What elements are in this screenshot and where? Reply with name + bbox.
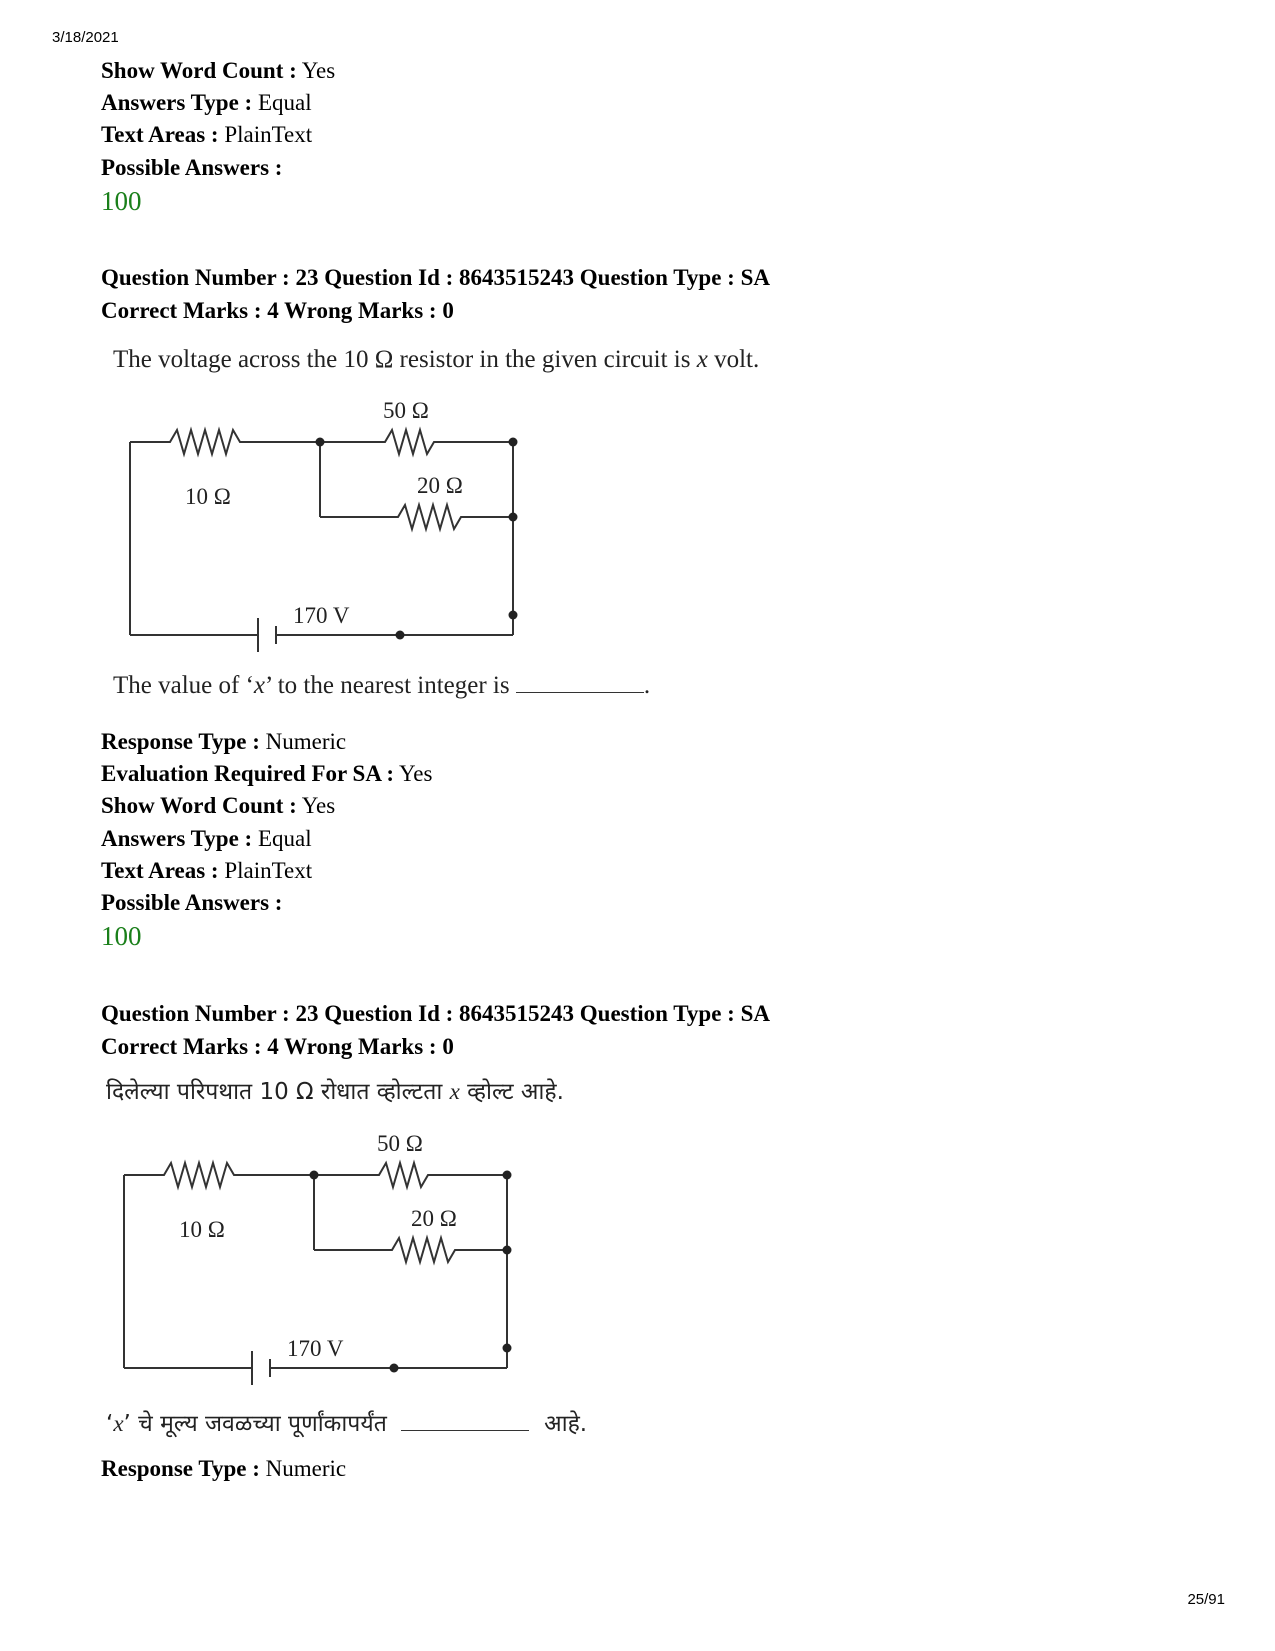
field-value: Yes <box>399 761 433 786</box>
field-label: Show Word Count : <box>101 58 297 83</box>
page-number: 25/91 <box>1187 1591 1225 1608</box>
field-value: PlainText <box>224 858 313 883</box>
field-label: Show Word Count : <box>101 793 297 818</box>
field-label: Text Areas : <box>101 858 219 883</box>
circuit-diagram <box>120 398 540 678</box>
label-battery: 170 V <box>293 603 350 628</box>
circuit-diagram <box>114 1131 534 1411</box>
question-meta-line2: Correct Marks : 4 Wrong Marks : 0 <box>101 298 454 323</box>
question-meta-line1: Question Number : 23 Question Id : 8643515243 Question Type : SA <box>101 1001 770 1026</box>
resistor-10-ohm <box>130 430 320 454</box>
field-value: Equal <box>257 90 312 115</box>
field-value: Yes <box>301 793 336 818</box>
answers-type-line <box>101 825 312 853</box>
field-value: Equal <box>257 826 312 851</box>
possible-answers-line <box>101 889 282 917</box>
response-type-line <box>101 728 346 756</box>
resistor-50-ohm <box>320 430 513 454</box>
resistor-20-ohm <box>320 505 513 529</box>
field-value: PlainText <box>224 122 313 147</box>
print-date: 3/18/2021 <box>52 29 119 46</box>
label-50-ohm: 50 Ω <box>377 1131 423 1156</box>
label-10-ohm: 10 Ω <box>179 1217 225 1242</box>
question-ask: The value of ‘x’ to the nearest integer is . <box>113 672 651 699</box>
possible-answers-line <box>101 154 282 182</box>
field-label: Evaluation Required For SA : <box>101 761 395 786</box>
label-battery: 170 V <box>287 1336 344 1361</box>
field-value: Numeric <box>265 1456 347 1481</box>
field-label: Text Areas : <box>101 122 219 147</box>
question-meta-line2: Correct Marks : 4 Wrong Marks : 0 <box>101 1034 454 1059</box>
field-label: Possible Answers : <box>101 155 283 180</box>
label-20-ohm: 20 Ω <box>411 1206 457 1231</box>
possible-answer-value: 100 <box>101 921 142 951</box>
field-value: Yes <box>301 58 336 83</box>
response-type-line <box>101 1455 346 1483</box>
field-value: Numeric <box>265 729 347 754</box>
question-stem: दिलेल्या परिपथात 10 Ω रोधात व्होल्टता x व्होल्ट आहे. <box>106 1079 564 1105</box>
field-label: Response Type : <box>101 729 260 754</box>
text-areas-line <box>101 121 312 149</box>
label-10-ohm: 10 Ω <box>185 484 231 509</box>
question-ask: ‘x’ चे मूल्य जवळच्या पूर्णांकापर्यंत आहे. <box>106 1411 588 1437</box>
field-label: Answers Type : <box>101 90 253 115</box>
text-areas-line <box>101 857 312 885</box>
evaluation-required-line <box>101 760 432 788</box>
answer-blank <box>516 674 644 693</box>
resistor-10-ohm <box>124 1163 314 1187</box>
possible-answer-value: 100 <box>101 186 142 216</box>
question-stem: The voltage across the 10 Ω resistor in the given circuit is x volt. <box>113 346 760 373</box>
field-label: Answers Type : <box>101 826 253 851</box>
field-label: Possible Answers : <box>101 890 283 915</box>
label-50-ohm: 50 Ω <box>383 398 429 423</box>
show-word-count-line <box>101 57 335 85</box>
resistor-50-ohm <box>314 1163 507 1187</box>
show-word-count-line <box>101 792 335 820</box>
question-meta-line1: Question Number : 23 Question Id : 8643515243 Question Type : SA <box>101 265 770 290</box>
resistor-20-ohm <box>314 1238 507 1262</box>
answer-blank <box>401 1412 529 1431</box>
field-label: Response Type : <box>101 1456 260 1481</box>
label-20-ohm: 20 Ω <box>417 473 463 498</box>
answers-type-line <box>101 89 312 117</box>
